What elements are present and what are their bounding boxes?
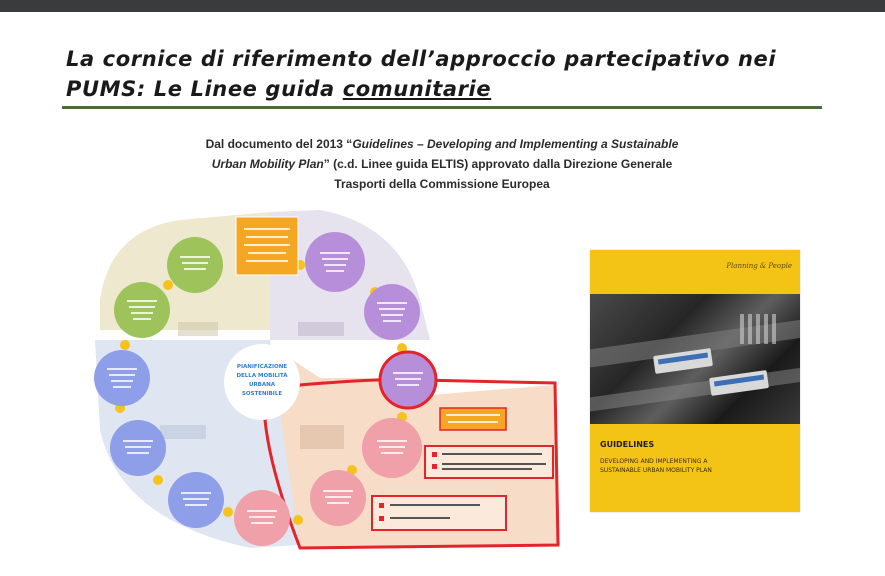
callout-box-activities bbox=[425, 446, 553, 478]
measure-text-line bbox=[390, 504, 480, 506]
subtitle-line-1-italic: Guidelines – Developing and Implementing a Sustainable bbox=[352, 137, 679, 151]
center-label-line-2: DELLA MOBILITÀ bbox=[236, 373, 288, 379]
node-text-line bbox=[185, 504, 207, 506]
activity-text-line bbox=[442, 463, 546, 465]
callout-box-measures bbox=[372, 496, 506, 530]
node-text-line bbox=[123, 440, 153, 442]
step-circle-green-1 bbox=[167, 237, 223, 293]
guidelines-cover bbox=[590, 250, 800, 512]
node-text-line bbox=[131, 312, 153, 314]
node-text-line bbox=[381, 314, 403, 316]
cover-photo bbox=[590, 294, 800, 424]
quadrant-label-4 bbox=[300, 425, 344, 449]
center-label-line-1: PIANIFICAZIONE bbox=[236, 364, 288, 370]
node-text-line bbox=[324, 264, 346, 266]
measure-text-line bbox=[390, 517, 450, 519]
photo-crosswalk bbox=[740, 314, 780, 344]
subtitle-line-2-italic: Urban Mobility Plan bbox=[211, 157, 324, 171]
node-text-line bbox=[129, 306, 155, 308]
node-text-line bbox=[326, 270, 344, 272]
node-text-line bbox=[377, 440, 407, 442]
node-text-line bbox=[133, 318, 151, 320]
node-text-line bbox=[379, 446, 405, 448]
node-text-line bbox=[247, 510, 277, 512]
connector-dot bbox=[120, 340, 130, 350]
node-text-line bbox=[244, 244, 290, 246]
quadrant-label-1 bbox=[178, 322, 218, 336]
subtitle-line-3: Trasporti della Commissione Europea bbox=[334, 177, 550, 191]
node-text-line bbox=[397, 384, 419, 386]
activity-bullet bbox=[432, 464, 437, 469]
node-text-line bbox=[323, 490, 353, 492]
measure-bullet bbox=[379, 503, 384, 508]
subtitle-line-2-suffix: ” (c.d. Linee guida ELTIS) approvato dalla Direzione Generale bbox=[323, 157, 673, 171]
connector-dot bbox=[223, 507, 233, 517]
center-label-line-4: SOSTENIBILE bbox=[241, 391, 283, 397]
node-text-line bbox=[381, 452, 403, 454]
step-circle-green-2 bbox=[114, 282, 170, 338]
node-text-line bbox=[184, 268, 206, 270]
node-text-line bbox=[180, 256, 210, 258]
node-text-line bbox=[325, 496, 351, 498]
callout-box-orange bbox=[440, 408, 506, 430]
connector-dot bbox=[163, 280, 173, 290]
node-text-line bbox=[383, 320, 401, 322]
title-line-2-prefix: PUMS: Le Linee guida bbox=[66, 77, 343, 101]
cover-subheading-1: DEVELOPING AND IMPLEMENTING A bbox=[600, 458, 708, 465]
node-text-line bbox=[183, 498, 209, 500]
quadrant-label-2 bbox=[298, 322, 344, 336]
connector-dot bbox=[153, 475, 163, 485]
subtitle-line-1-prefix: Dal documento del 2013 “ bbox=[205, 137, 353, 151]
connector-dot bbox=[293, 515, 303, 525]
callout-line bbox=[448, 421, 498, 423]
photo-road-2 bbox=[590, 364, 800, 414]
title-underlined-word: comunitarie bbox=[342, 77, 492, 101]
step-circle-blue-1 bbox=[94, 350, 150, 406]
callout-line bbox=[446, 414, 500, 416]
node-text-line bbox=[246, 236, 288, 238]
node-text-line bbox=[320, 252, 350, 254]
node-text-line bbox=[127, 300, 157, 302]
step-circle-purple-1 bbox=[305, 232, 365, 292]
activity-text-line bbox=[442, 468, 532, 470]
node-text-line bbox=[127, 452, 149, 454]
measure-bullet bbox=[379, 516, 384, 521]
quadrant-label-3 bbox=[160, 425, 206, 439]
node-text-line bbox=[246, 260, 288, 262]
title-line-1: La cornice di riferimento dell’approccio partecipativo nei bbox=[66, 47, 777, 71]
node-text-line bbox=[327, 502, 349, 504]
node-text-line bbox=[248, 252, 286, 254]
cover-brand: Planning & People bbox=[726, 262, 792, 270]
node-text-line bbox=[181, 492, 211, 494]
cover-heading: GUIDELINES bbox=[600, 440, 655, 449]
activity-text-line bbox=[442, 453, 542, 455]
node-text-line bbox=[182, 262, 208, 264]
node-text-line bbox=[379, 308, 405, 310]
node-text-line bbox=[393, 372, 423, 374]
node-text-line bbox=[322, 258, 348, 260]
node-text-line bbox=[377, 302, 407, 304]
node-text-line bbox=[109, 374, 135, 376]
step-circle-purple-2 bbox=[364, 284, 420, 340]
center-label-line-3: URBANA bbox=[248, 382, 276, 388]
node-text-line bbox=[395, 378, 421, 380]
node-text-line bbox=[125, 446, 151, 448]
cover-subheading-2: SUSTAINABLE URBAN MOBILITY PLAN bbox=[600, 467, 712, 474]
node-text-line bbox=[113, 386, 131, 388]
node-text-line bbox=[107, 368, 137, 370]
node-text-line bbox=[251, 522, 273, 524]
node-text-line bbox=[111, 380, 133, 382]
node-text-line bbox=[244, 228, 290, 230]
activity-bullet bbox=[432, 452, 437, 457]
node-text-line bbox=[249, 516, 275, 518]
